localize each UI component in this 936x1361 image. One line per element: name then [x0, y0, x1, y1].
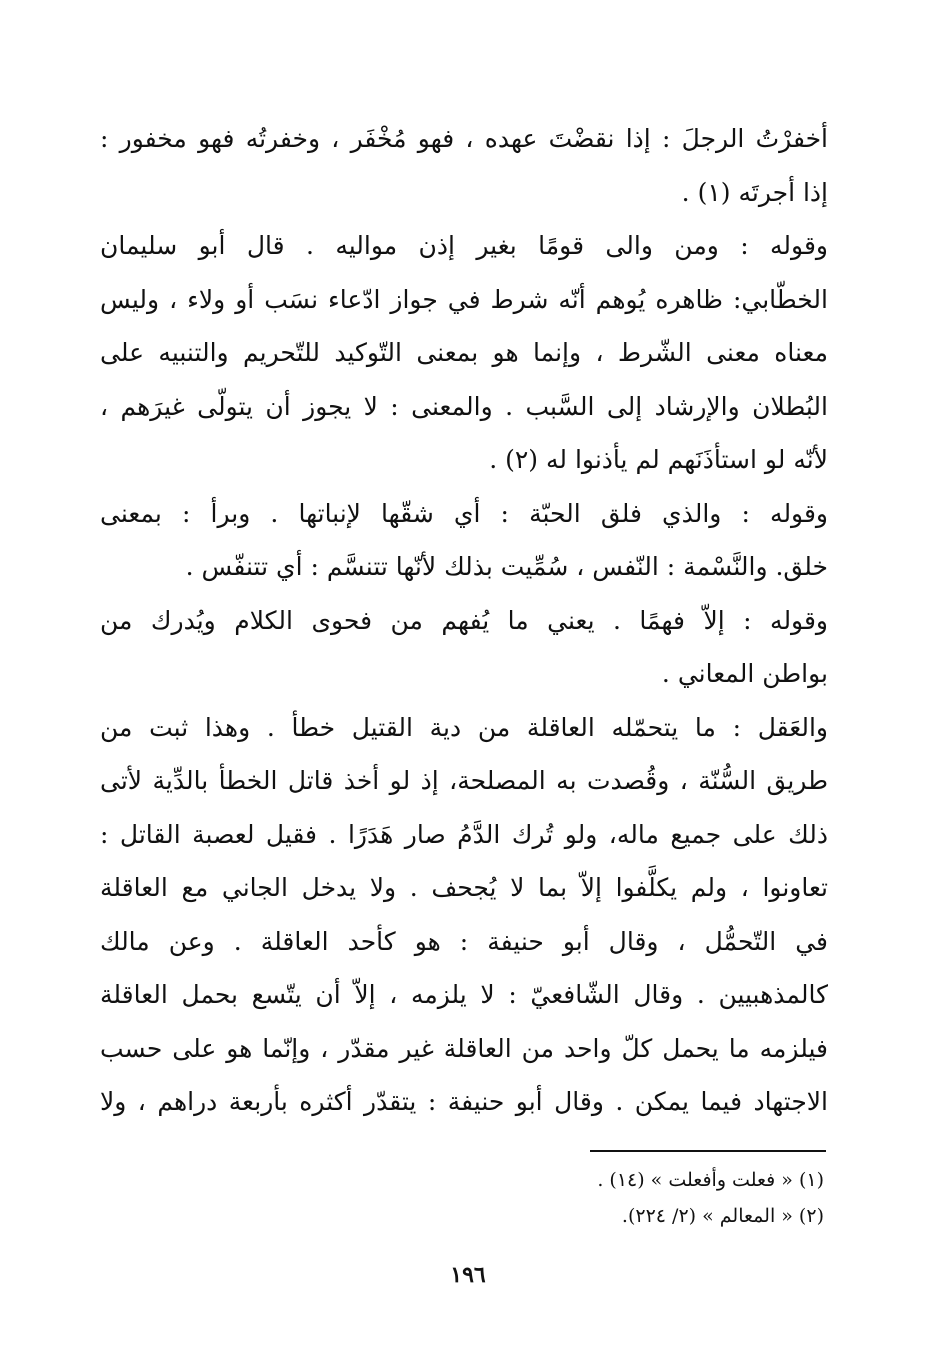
paragraph — [100, 219, 828, 487]
text-line: إذا أجرتَه (١) . — [681, 177, 828, 207]
text-line: طريق السُّنّة ، وقُصدت به المصلحة، إذ لو أخذ قاتل الخطأ بالدِّية لأتى — [100, 766, 828, 795]
text-line: والعَقل : ما يتحمّله العاقلة من دية القتيل خطأ . وهذا ثبت من — [100, 712, 828, 742]
text-line: ذلك على جميع ماله، ولو تُرك الدَّمُ صار هَدَرًا . فقيل لعصبة القاتل : — [100, 819, 828, 849]
text-line: الخطّابي: ظاهره يُوهم أنّه شرط في جواز ادّعاء نسَب أو ولاء ، وليس — [100, 284, 828, 314]
footnote-2: (٢) « المعالم » (٢/ ٢٢٤). — [621, 1205, 824, 1227]
page-number: ١٩٦ — [450, 1262, 486, 1288]
text-line: بواطن المعاني . — [661, 659, 828, 688]
page-body — [100, 112, 828, 1129]
text-line: وقوله : إلاّ فهمًا . يعني ما يُفهم من فحوى الكلام ويُدرك من — [100, 605, 828, 635]
paragraph — [100, 112, 828, 219]
text-line: أخفرْتُ الرجلَ : إذا نقضْتَ عهده ، فهو مُخْفَر ، وخفرتُه فهو مخفور : — [100, 124, 828, 153]
paragraph — [100, 487, 828, 594]
text-line: لأنّه لو استأذَنَهم لم يأذنوا له (٢) . — [489, 445, 828, 474]
footnote-divider — [590, 1150, 826, 1152]
text-line: البُطلان والإرشاد إلى السَّبب . والمعنى : لا يجوز أن يتولّى غيرَهم ، — [100, 391, 828, 421]
paragraph — [100, 701, 828, 1129]
text-line: وقوله : والذي فلق الحبّة : أي شقّها لإنباتها . وبرأ : بمعنى — [100, 498, 828, 528]
text-line: خلق. والنَّسْمة : النّفس ، سُمِّيت بذلك لأنّها تتنسَّم : أي تتنفّس . — [185, 552, 828, 581]
text-line: معناه معنى الشّرط ، وإنما هو بمعنى التّوكيد للتّحريم والتنبيه على — [100, 338, 828, 367]
text-line: فيلزمه ما يحمل كلّ واحد من العاقلة غير مقدّر ، وإنّما هو على حسب — [100, 1033, 828, 1063]
text-line: كالمذهبيين . وقال الشّافعيّ : لا يلزمه ، إلاّ أن يتّسع بحمل العاقلة — [100, 980, 828, 1009]
text-line: في التّحمُّل ، وقال أبو حنيفة : هو كأحد العاقلة . وعن مالك — [100, 926, 828, 956]
paragraph — [100, 594, 828, 701]
text-line: تعاونوا ، ولم يكلَّفوا إلاّ بما لا يُجحف . ولا يدخل الجاني مع العاقلة — [100, 873, 828, 902]
text-line: وقوله : ومن والى قومًا بغير إذن مواليه . قال أبو سليمان — [100, 231, 828, 260]
footnote-1: (١) « فعلت وأفعلت » (١٤) . — [597, 1169, 824, 1191]
footnotes — [124, 1162, 824, 1234]
text-line: الاجتهاد فيما يمكن . وقال أبو حنيفة : يتقدّر أكثره بأربعة دراهم ، ولا — [100, 1087, 828, 1116]
